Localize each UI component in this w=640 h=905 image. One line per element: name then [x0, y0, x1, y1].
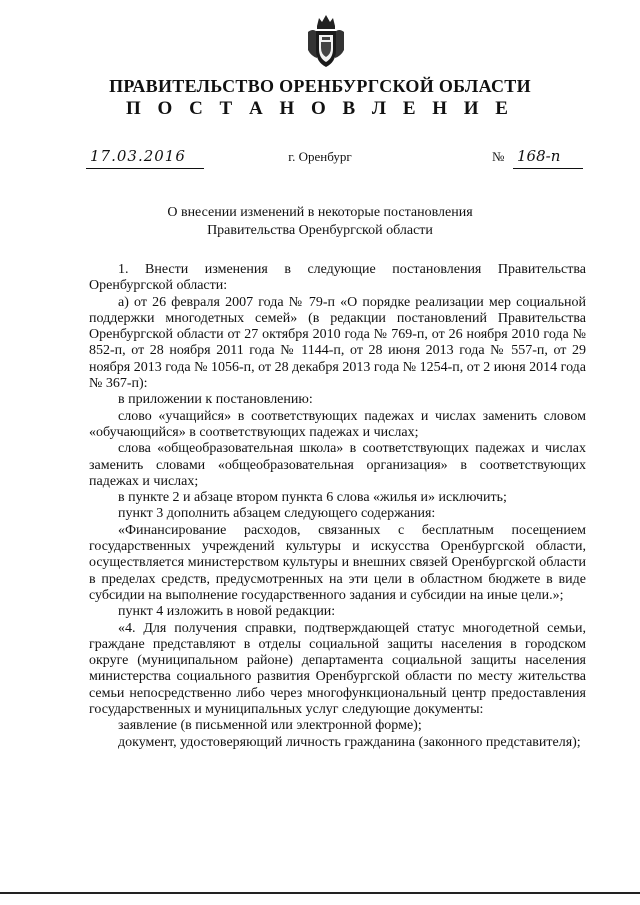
page-bottom-rule — [0, 892, 640, 894]
number-field — [513, 146, 583, 169]
document-meta — [0, 146, 640, 172]
paragraph-12: документ, удостоверяющий личность гражданина (законного представителя); — [118, 734, 581, 750]
subject-line-2: Правительства Оренбургской области — [207, 223, 433, 238]
paragraph-8: «Финансирование расходов, связанных с бесплатным посещением государственных учреждений культуры и искусства Оренбургской области, осуществляется министерством культуры и внешних связей Оренбургской области в пределах средств, предусмотренных на эти цели в областном бюджете в виде субсидии на выполнение государственного задания и субсидии на иные цели.»; — [89, 522, 586, 603]
paragraph-6: в пункте 2 и абзаце втором пункта 6 слова «жилья и» исключить; — [118, 490, 507, 506]
paragraph-3: в приложении к постановлению: — [118, 392, 313, 408]
paragraph-9: пункт 4 изложить в новой редакции: — [118, 604, 336, 620]
paragraph-11: заявление (в письменной или электронной форме); — [118, 718, 422, 734]
paragraph-1: 1. Внести изменения в следующие постановления Правительства Оренбургской области: — [89, 262, 586, 294]
paragraph-2: а) от 26 февраля 2007 года № 79-п «О порядке реализации мер социальной поддержки многодетных семей» (в редакции постановлений Правительства Оренбургской области от 27 октября 2010 года № 769-п, от 26 ноября 2010 года № 852-п, от 28 ноября 2011 года № 1144-п, от 28 июня 2013 года № 557-п, от 29 ноября 2013 года № 1056-п, от 28 декабря 2013 года № 1254-п, от 2 июня 2014 года № 367-п): — [89, 294, 586, 392]
paragraph-5: слова «общеобразовательная школа» в соответствующих падежах и числах заменить словами «общеобразовательная организация» в соответствующих падежах и числах; — [89, 441, 586, 489]
document-city: г. Оренбург — [288, 149, 352, 164]
document-number: 168-п — [517, 147, 561, 165]
document-type: П О С Т А Н О В Л Е Н И Е — [126, 98, 514, 119]
organization-title: ПРАВИТЕЛЬСТВО ОРЕНБУРГСКОЙ ОБЛАСТИ — [109, 76, 531, 96]
number-label: № — [492, 149, 505, 164]
coat-of-arms-icon — [305, 12, 347, 70]
document-subject — [0, 204, 640, 240]
document-body — [89, 262, 586, 751]
paragraph-10: «4. Для получения справки, подтверждающей статус многодетной семьи, граждане представляют в отделы социальной защиты населения в городском округе (муниципальном районе) департамента социальной защиты населения министерства социального развития Оренбургской области по месту жительства семьи непосредственно либо через многофункциональный центр предоставления государственных и муниципальных услуг следующие документы: — [89, 620, 586, 718]
document-date: 17.03.2016 — [90, 147, 186, 165]
paragraph-7: пункт 3 дополнить абзацем следующего содержания: — [118, 506, 436, 522]
subject-line-1: О внесении изменений в некоторые постановления — [167, 205, 473, 220]
paragraph-4: слово «учащийся» в соответствующих падежах и числах заменить словом «обучающийся» в соответствующих падежах и числах; — [89, 408, 586, 440]
